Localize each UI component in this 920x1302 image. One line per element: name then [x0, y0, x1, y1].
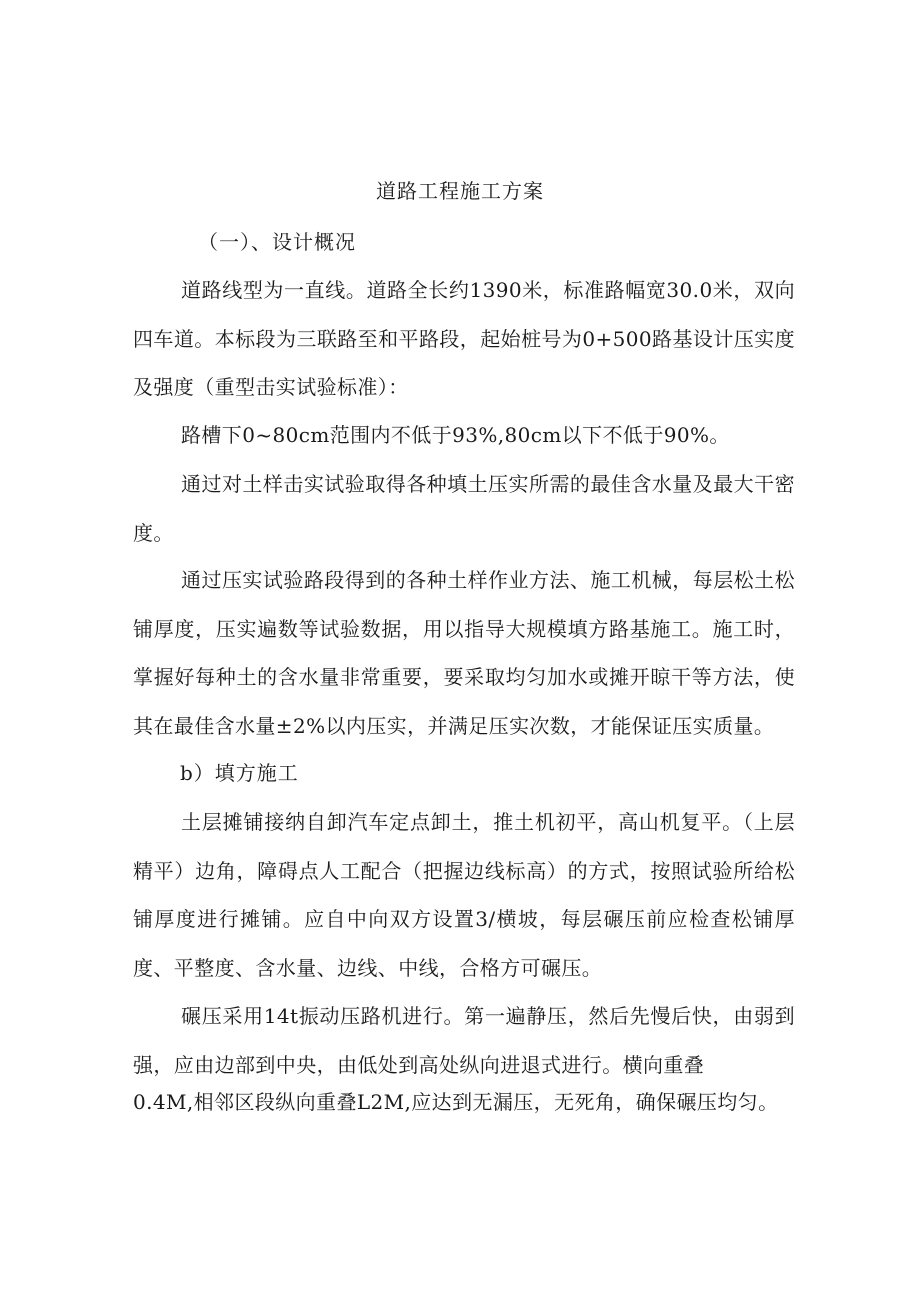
paragraph-rolling: 碾压采用14t振动压路机进行。第一遍静压，然后先慢后快，由弱到强，应由边部到中央，由低处到高处纵向进退式进行。横向重叠 — [133, 1004, 795, 1077]
paragraph-compaction-standard: 路槽下0~80cm范围内不低于93%,80cm以下不低于90%。 — [181, 423, 730, 447]
document-title: 道路工程施工方案 — [376, 179, 544, 203]
paragraph-road-overview: 道路线型为一直线。道路全长约1390米，标准路幅宽30.0米，双向四车道。本标段为三联路至和平路段，起始桩号为0+500路基设计压实度及强度（重型击实试验标准）： — [133, 278, 795, 399]
paragraph-rolling-last-line: 0.4M,相邻区段纵向重叠L2M,应达到无漏压，无死角，确保碾压均匀。 — [133, 1090, 779, 1114]
paragraph-test-section: 通过压实试验路段得到的各种土样作业方法、施工机械，每层松土松铺厚度，压实遍数等试验数据，用以指导大规模填方路基施工。施工时，掌握好每种土的含水量非常重要，要采取均匀加水或摊开晾干等方法，使其在最佳含水量±2%以内压实，并满足压实次数，才能保证压实质量。 — [133, 568, 795, 738]
paragraph-spreading: 土层摊铺接纳自卸汽车定点卸土，推土机初平，高山机复平。（上层精平）边角，障碍点人工配合（把握边线标高）的方式，按照试验所给松铺厚度进行摊铺。应自中向双方设置3/横坡，每层碾压前应检查松铺厚度、平整度、含水量、边线、中线，合格方可碾压。 — [133, 810, 795, 980]
sub-heading-fill: b）填方施工 — [180, 761, 299, 785]
paragraph-compaction-test: 通过对土样击实试验取得各种填土压实所需的最佳含水量及最大干密度。 — [133, 472, 795, 545]
section-heading: （一）、设计概况 — [198, 230, 356, 254]
